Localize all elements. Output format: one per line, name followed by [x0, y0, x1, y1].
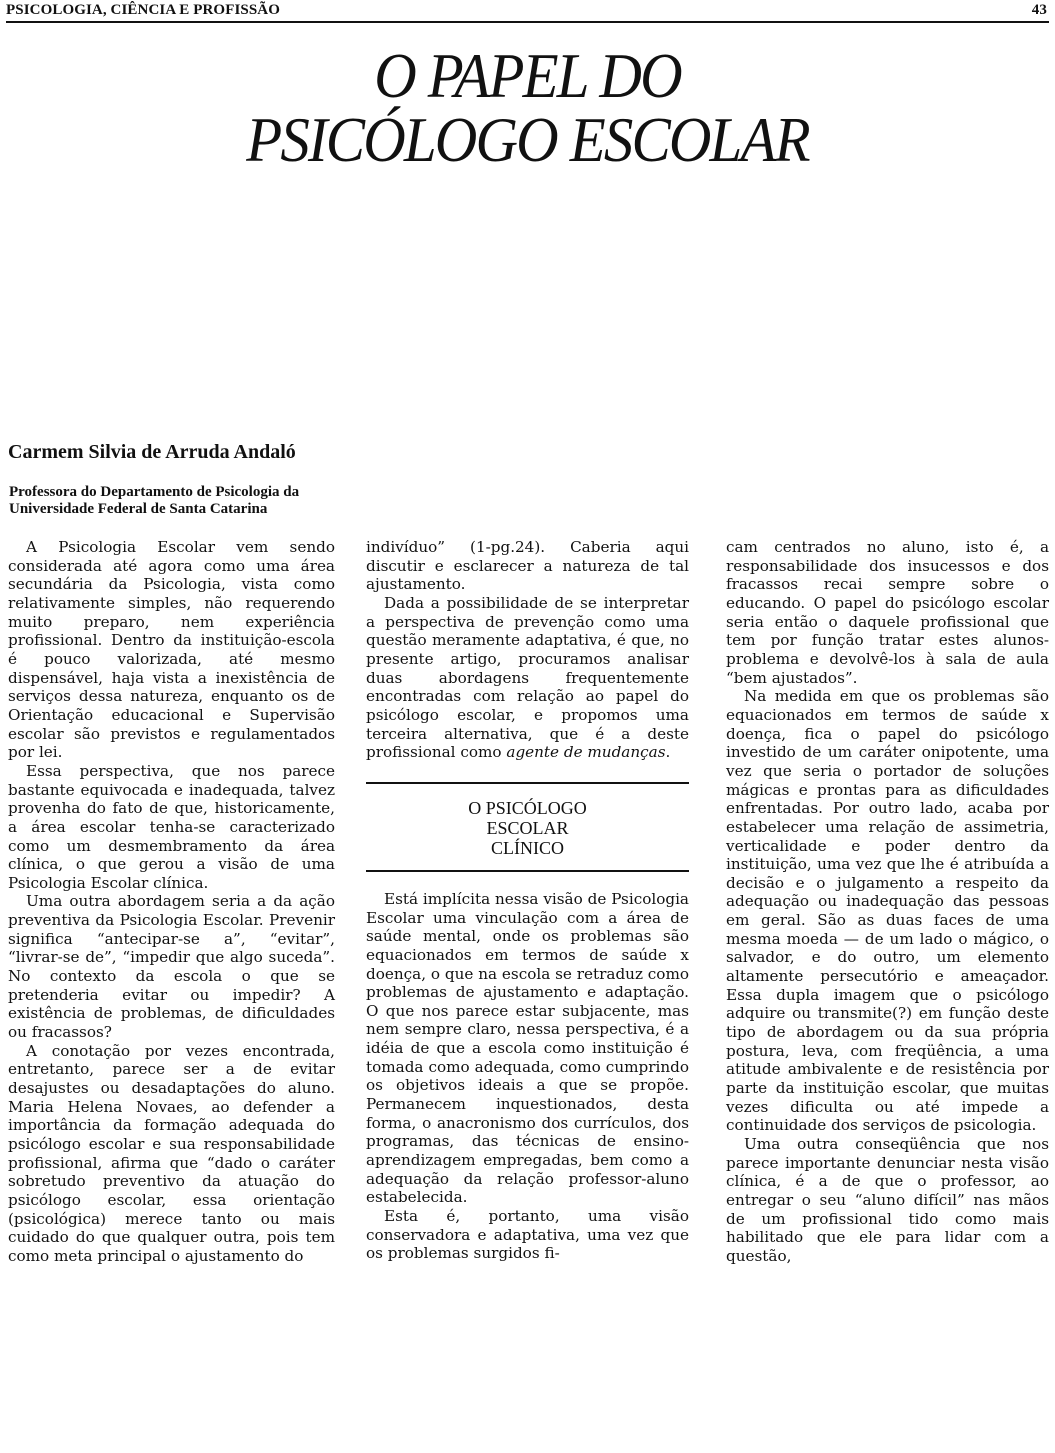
paragraph: Uma outra abordagem seria a da ação preventiva da Psicologia Escolar. Prevenir significa “antecipar-se a”, “evitar”, “livrar-se de”, “impedir que algo suceda”. No contexto da escola o que se pretenderia evitar ou impedir? A existência de problemas, de dificuldades ou fracassos?: [8, 892, 335, 1042]
paragraph-continuation: indivíduo” (1-pg.24). Caberia aqui discutir e esclarecer a natureza de tal ajustamento.: [366, 538, 689, 594]
article-title: [42, 40, 1013, 175]
section-heading-line-1: O PSICÓLOGO: [468, 797, 587, 818]
affiliation-line-1: Professora do Departamento de Psicologia da: [9, 484, 300, 500]
paragraph: Na medida em que os problemas são equacionados em termos de saúde x doença, fica o papel do psicólogo investido de um caráter onipotente, uma vez que seria o portador de soluções mágicas e prontas para as dificuldades enfrentadas. Por outro lado, acaba por estabelecer uma relação de assimetria, verticalidade e poder dentro da instituição, uma vez que lhe é atribuída a decisão e o julgamento a respeito da adequação ou inadequação das pessoas em geral. São as duas faces de uma mesma moeda — de um lado o mágico, o salvador, e do outro, um elemento altamente persecutório e ameaçador. Essa dupla imagem que o psicólogo adquire ou transmite(?) em função deste tipo de abordagem ou da sua própria postura, leva, com freqüência, a uma atitude ambivalente e de resistência por parte da instituição escolar, que muitas vezes dificulta ou até impede a continuidade dos serviços de psicologia.: [726, 687, 1049, 1135]
paragraph-text: Dada a possibilidade de se interpretar a perspectiva de prevenção como uma questão meramente adaptativa, é que, no presente artigo, procuramos analisar duas abordagens frequentemente encontradas com relação ao papel do psicólogo escolar, e propomos uma terceira alternativa, que é a deste profissional como: [366, 593, 689, 762]
section-heading-line-3: CLÍNICO: [491, 837, 564, 858]
paragraph-continuation: cam centrados no aluno, isto é, a responsabilidade dos insucessos e dos fracassos recai sempre sobre o educando. O papel do psicólogo escolar seria então o daquele profissional que tem por função tratar estes alunos-problema e devolvê-los à sala de aula “bem ajustados”.: [726, 538, 1049, 687]
text-column-2: [366, 538, 689, 1263]
paragraph: [366, 594, 689, 762]
paragraph: Está implícita nessa visão de Psicologia Escolar uma vinculação com a área de saúde mental, onde os problemas são equacionados em termos de saúde x doença, o que na escola se retraduz como problemas de ajustamento e adaptação. O que nos parece estar subjacente, mas nem sempre claro, nessa perspectiva, é a idéia de que a escola como instituição é tomada como adequada, como cumprindo os objetivos ideais a que se propõe. Permanecem inquestionados, desta forma, o anacronismo dos currículos, dos programas, das técnicas de ensino-aprendizagem empregadas, bem como a adequação da relação professor-aluno estabelecida.: [366, 889, 689, 1207]
running-header: [6, 2, 1049, 23]
paragraph: Essa perspectiva, que nos parece bastante equivocada e inadequada, talvez provenha do fato de que, historicamente, a área escolar tenha-se caracterizado como um desmembramento da área clínica, o que gerou a visão de uma Psicologia Escolar clínica.: [8, 761, 335, 892]
author-name: Carmem Silvia de Arruda Andaló: [8, 441, 296, 463]
journal-name: PSICOLOGIA, CIÊNCIA E PROFISSÃO: [6, 2, 280, 18]
paragraph: A Psicologia Escolar vem sendo considerada até agora como uma área secundária da Psicologia, vista como relativamente simples, não requerendo muito preparo, nem experiência profissional. Dentro da instituição-escola é pouco valorizada, até mesmo dispensável, haja vista a inexistência de serviços dessa natureza, enquanto os de Orientação educacional e Supervisão escolar são previstos e regulamentados por lei.: [8, 538, 335, 762]
section-heading: [366, 782, 689, 872]
author-affiliation: [9, 484, 299, 518]
title-line-2: PSICÓLOGO ESCOLAR: [246, 104, 809, 175]
page-number: 43: [1031, 2, 1047, 18]
text-column-1: [8, 538, 335, 1266]
paragraph-end: .: [665, 743, 671, 762]
text-column-3: [726, 538, 1049, 1266]
section-heading-line-2: ESCOLAR: [486, 817, 569, 838]
paragraph: Esta é, portanto, uma visão conservadora e adaptativa, uma vez que os problemas surgidos fi-: [366, 1207, 689, 1263]
title-line-1: O PAPEL DO: [374, 40, 681, 111]
affiliation-line-2: Universidade Federal de Santa Catarina: [9, 501, 268, 517]
paragraph: A conotação por vezes encontrada, entretanto, parece ser a de evitar desajustes ou desadaptações do aluno. Maria Helena Novaes, ao defender a importância da formação adequada do psicólogo escolar e sua responsabilidade profissional, afirma que “dado o caráter sobretudo preventivo da atuação do psicólogo escolar, essa orientação (psicológica) merece tanto ou mais cuidado do que qualquer outra, pois tem como meta principal o ajustamento do: [8, 1041, 335, 1265]
paragraph: Uma outra conseqüência que nos parece importante denunciar nesta visão clínica, é a de que o professor, ao entregar o seu “aluno difícil” nas mãos de um profissional tido como mais habilitado que ele para lidar com a questão,: [726, 1135, 1049, 1265]
emphasis-text: agente de mudanças: [506, 743, 666, 762]
